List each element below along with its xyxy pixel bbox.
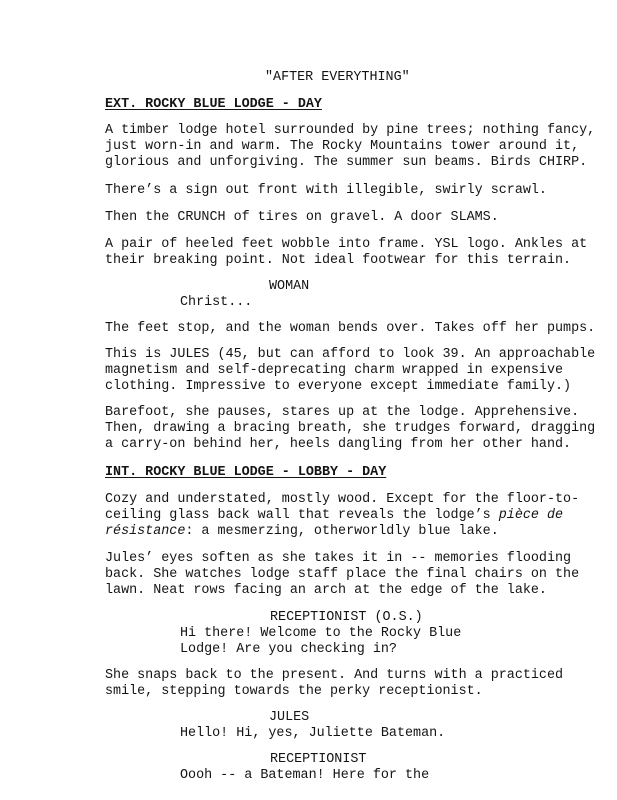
action-line: glorious and unforgiving. The summer sun beams. Birds CHIRP.	[105, 155, 588, 170]
action-line-feet-stop: The feet stop, and the woman bends over. Takes off her pumps.	[105, 321, 596, 336]
action-line: their breaking point. Not ideal footwear for this terrain.	[105, 253, 572, 268]
action-line: She snaps back to the present. And turns with a practiced	[105, 668, 564, 683]
action-line: smile, stepping towards the perky receptionist.	[105, 684, 483, 699]
character-name-jules: JULES	[269, 710, 310, 725]
action-line: Barefoot, she pauses, stares up at the lodge. Apprehensive.	[105, 405, 580, 420]
dialogue-receptionist: Oooh -- a Bateman! Here for the	[180, 768, 430, 783]
action-line: A pair of heeled feet wobble into frame. YSL logo. Ankles at	[105, 237, 588, 252]
action-line: Then, drawing a bracing breath, she trudges forward, dragging	[105, 421, 596, 436]
action-line: This is JULES (45, but can afford to look 39. An approachable	[105, 347, 596, 362]
character-name-receptionist-os: RECEPTIONIST (O.S.)	[270, 610, 423, 625]
action-line: a carry-on behind her, heels dangling from her other hand.	[105, 437, 572, 452]
script-title: "AFTER EVERYTHING"	[265, 70, 410, 85]
action-line-crunch: Then the CRUNCH of tires on gravel. A door SLAMS.	[105, 210, 499, 225]
action-line-sign: There’s a sign out front with illegible, swirly scrawl.	[105, 183, 547, 198]
character-name-receptionist: RECEPTIONIST	[270, 752, 367, 767]
italic-phrase: résistance	[105, 524, 186, 539]
dialogue-receptionist-os: Hi there! Welcome to the Rocky Blue	[180, 626, 462, 641]
action-line: just worn-in and warm. The Rocky Mountains tower around it,	[105, 139, 580, 154]
action-line	[105, 508, 563, 524]
action-line: Cozy and understated, mostly wood. Except for the floor-to-	[105, 492, 580, 507]
character-name-woman: WOMAN	[269, 279, 310, 294]
dialogue-jules: Hello! Hi, yes, Juliette Bateman.	[180, 726, 446, 741]
action-line	[105, 524, 499, 540]
action-line: clothing. Impressive to everyone except immediate family.)	[105, 379, 572, 394]
scene-heading-exterior-lodge: EXT. ROCKY BLUE LODGE - DAY	[105, 97, 322, 112]
action-text: : a mesmerzing, otherworldly blue lake.	[185, 524, 499, 539]
action-line: magnetism and self-deprecating charm wrapped in expensive	[105, 363, 564, 378]
dialogue-receptionist-os: Lodge! Are you checking in?	[180, 642, 397, 657]
action-line: A timber lodge hotel surrounded by pine trees; nothing fancy,	[105, 123, 596, 138]
action-text: ceiling glass back wall that reveals the lodge’s	[105, 508, 499, 523]
scene-heading-interior-lobby: INT. ROCKY BLUE LODGE - LOBBY - DAY	[105, 465, 387, 480]
action-line: lawn. Neat rows facing an arch at the edge of the lake.	[105, 583, 547, 598]
action-line: back. She watches lodge staff place the final chairs on the	[105, 567, 580, 582]
italic-phrase: pièce de	[498, 508, 564, 523]
action-line: Jules’ eyes soften as she takes it in -- memories flooding	[105, 551, 572, 566]
dialogue-woman: Christ...	[180, 295, 253, 310]
